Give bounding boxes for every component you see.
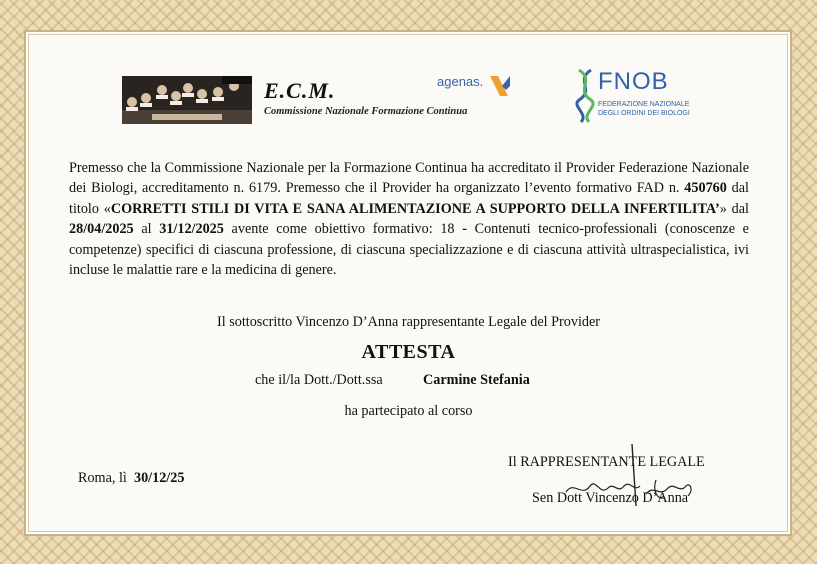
ecm-painting-logo (122, 76, 252, 124)
signatory-name: Sen Dott Vincenzo D’Anna (532, 490, 689, 506)
participation-statement: ha partecipato al corso (344, 403, 473, 419)
body-text-2: dal titolo « (69, 180, 749, 217)
event-number: 450760 (684, 180, 727, 197)
fnob-title: FNOB (598, 68, 669, 95)
fnob-subtitle-line1: FEDERAZIONE NAZIONALE (598, 101, 690, 108)
recipient-label: che il/la Dott./Dott.ssa (255, 372, 383, 388)
event-title: CORRETTI STILI DI VITA E SANA ALIMENTAZIONE A SUPPORTO DELLA INFERTILITA’ (110, 200, 720, 217)
certificate-body-paragraph (69, 158, 749, 280)
place-date (78, 470, 184, 487)
signatory-statement: Il sottoscritto Vincenzo D’Anna rappresentante Legale del Provider (217, 314, 600, 330)
issue-date: 30/12/25 (133, 470, 185, 486)
ecm-title: E.C.M. (264, 78, 336, 103)
date-from: 28/04/2025 (69, 221, 134, 238)
fnob-subtitle-line2: DEGLI ORDINI DEI BIOLOGI (598, 110, 690, 117)
legal-representative-label: Il RAPPRESENTANTE LEGALE (508, 454, 705, 470)
body-text-6: Contenuti tecnico-professionali (conoscenze e competenze) specifici di ciascuna professione, di ciascuna specializzazione e di ciascuna attività ultraspecialistica, ivi incluse le malattie rare e la medicina di genere. (69, 221, 749, 279)
body-text-3: » dal (719, 200, 749, 217)
body-text-5: avente come obiettivo formativo: 18 (223, 221, 463, 238)
body-text-4: al (133, 221, 160, 238)
agenas-logo-text: agenas. (437, 74, 484, 89)
attesta-heading: ATTESTA (361, 341, 456, 363)
agenas-logo-icon (486, 72, 514, 100)
objective-dash: - (462, 221, 467, 238)
handwritten-signature (560, 440, 710, 510)
body-text-1: Premesso che la Commissione Nazionale per la Formazione Continua ha accreditato il Provider Federazione Nazionale dei Biologi, accreditamento n. 6179. Premesso che il Provider ha organizzato l’evento formativo FAD n. (69, 160, 749, 197)
recipient-name: Carmine Stefania (423, 372, 530, 388)
ecm-subtitle: Commissione Nazionale Formazione Continua (264, 106, 468, 117)
fnob-subtitle (598, 100, 690, 118)
fnob-dna-icon (573, 68, 597, 124)
place-label: Roma, lì (78, 470, 127, 486)
date-to: 31/12/2025 (159, 221, 224, 238)
